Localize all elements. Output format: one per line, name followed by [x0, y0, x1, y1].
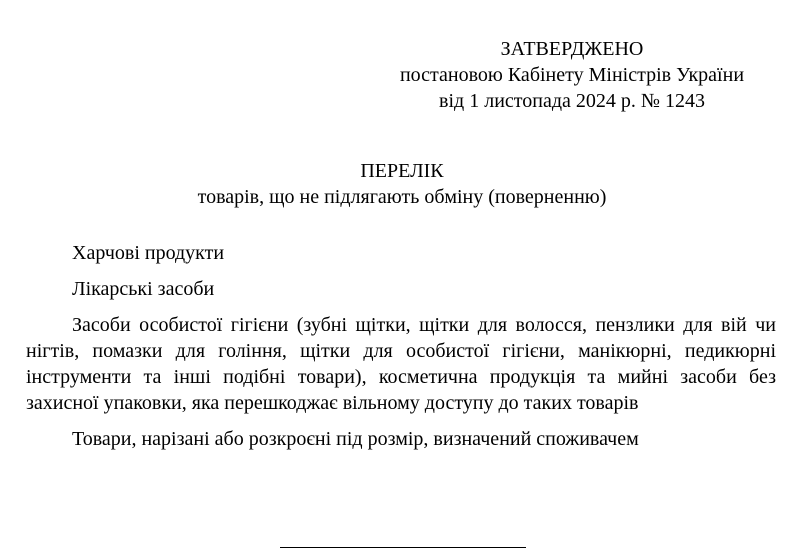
approval-resolution: постановою Кабінету Міністрів України: [399, 64, 745, 86]
list-item: Харчові продукти: [72, 242, 225, 264]
list-item: Лікарські засоби: [72, 278, 215, 300]
goods-list: [26, 240, 776, 462]
approval-title: ЗАТВЕРДЖЕНО: [500, 38, 644, 60]
document-subtitle: товарів, що не підлягають обміну (поверненню): [197, 186, 607, 208]
end-divider: [280, 547, 526, 548]
list-item: Засоби особистої гігієни (зубні щітки, щітки для волосся, пензлики для вій чи нігтів, помазки для гоління, щітки для особистої гігієни, манікюрні, педикюрні інструменти та інші подібні товари), косметична продукція та мийні засоби без захисної упаковки, яка перешкоджає вільному доступу до таких товарів: [26, 314, 776, 414]
document-title-block: [0, 158, 804, 210]
approval-stamp: [370, 36, 774, 114]
list-item: Товари, нарізані або розкроєні під розмір, визначений споживачем: [72, 428, 639, 450]
document-title: ПЕРЕЛІК: [360, 160, 444, 182]
approval-date-number: від 1 листопада 2024 р. № 1243: [439, 90, 705, 112]
